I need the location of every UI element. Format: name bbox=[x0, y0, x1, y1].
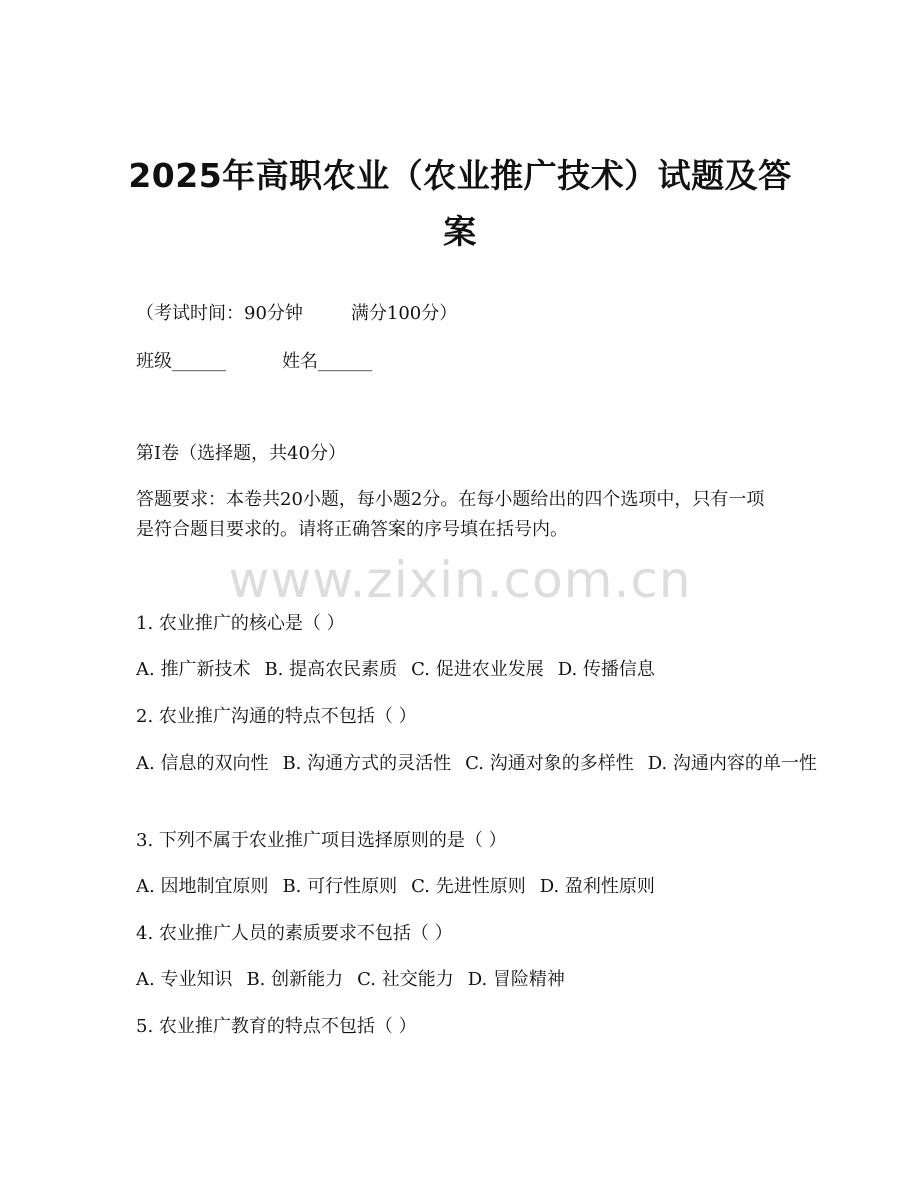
question-stem: 4. 农业推广人员的素质要求不包括（ ） bbox=[136, 923, 453, 944]
option: A. 推广新技术 bbox=[136, 659, 251, 680]
class-field: 班级______ bbox=[136, 351, 226, 372]
question-options bbox=[136, 656, 786, 684]
option: C. 沟通对象的多样性 bbox=[465, 753, 634, 774]
question-options bbox=[136, 750, 817, 778]
option: B. 可行性原则 bbox=[282, 876, 398, 897]
option: D. 冒险精神 bbox=[467, 969, 565, 990]
exam-time: （考试时间：90分钟 bbox=[136, 303, 303, 324]
section-heading: 第I卷（选择题，共40分） bbox=[136, 443, 347, 464]
option: D. 沟通内容的单一性 bbox=[647, 753, 817, 774]
question-stem: 5. 农业推广教育的特点不包括（ ） bbox=[136, 1016, 417, 1037]
option: B. 提高农民素质 bbox=[264, 659, 398, 680]
name-field: 姓名______ bbox=[282, 351, 372, 372]
exam-score: 满分100分） bbox=[350, 303, 458, 324]
option: A. 专业知识 bbox=[136, 969, 233, 990]
question-options bbox=[136, 873, 786, 901]
option: C. 先进性原则 bbox=[411, 876, 526, 897]
watermark: www.zixin.com.cn bbox=[228, 551, 692, 609]
option: C. 促进农业发展 bbox=[411, 659, 544, 680]
option: D. 传播信息 bbox=[557, 659, 655, 680]
document-title: 2025年高职农业（农业推广技术）试题及答案 bbox=[128, 156, 792, 251]
exam-info bbox=[136, 300, 786, 328]
option: B. 创新能力 bbox=[246, 969, 344, 990]
option: C. 社交能力 bbox=[357, 969, 454, 990]
option: A. 信息的双向性 bbox=[136, 753, 269, 774]
question-stem: 3. 下列不属于农业推广项目选择原则的是（ ） bbox=[136, 830, 507, 851]
section-instructions: 答题要求：本卷共20小题，每小题2分。在每小题给出的四个选项中，只有一项是符合题目要求的。请将正确答案的序号填在括号内。 bbox=[136, 489, 765, 540]
student-fields bbox=[136, 348, 786, 376]
question-stem: 1. 农业推广的核心是（ ） bbox=[136, 613, 345, 634]
option: A. 因地制宜原则 bbox=[136, 876, 269, 897]
question-stem: 2. 农业推广沟通的特点不包括（ ） bbox=[136, 706, 417, 727]
option: D. 盈利性原则 bbox=[539, 876, 655, 897]
option: B. 沟通方式的灵活性 bbox=[282, 753, 452, 774]
question-options bbox=[136, 966, 786, 994]
